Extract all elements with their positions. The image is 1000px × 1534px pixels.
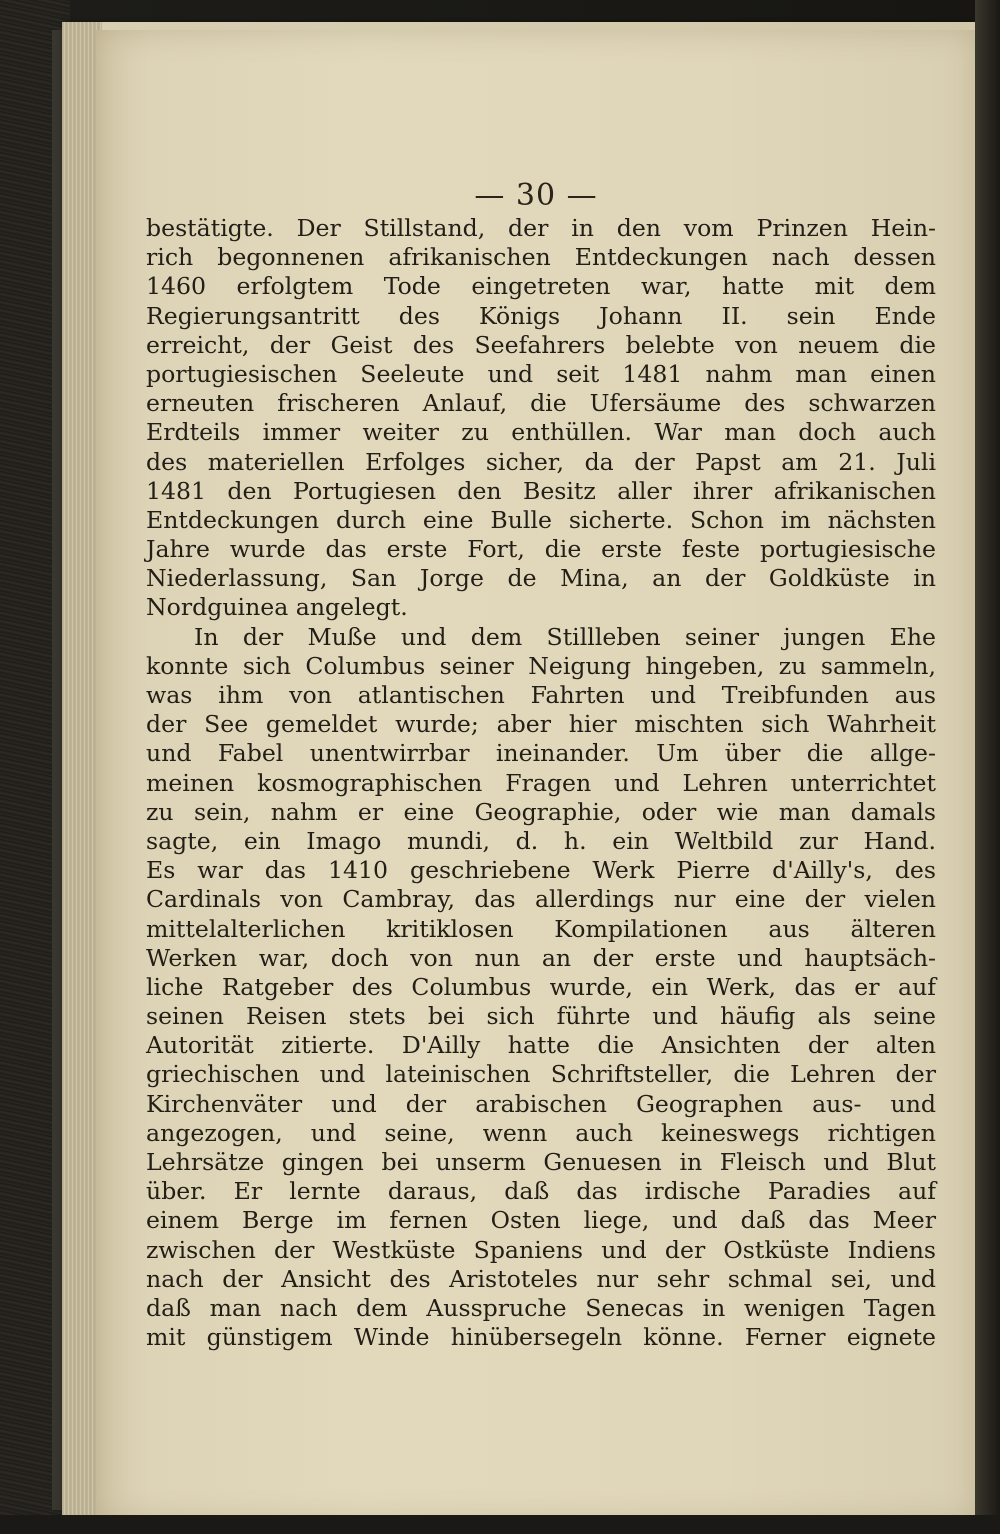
text-line: was ihm von atlantischen Fahrten und Treibfunden aus bbox=[146, 681, 936, 709]
text-line: und Fabel unentwirrbar ineinander. Um über die allge- bbox=[146, 739, 936, 768]
text-line: des materiellen Erfolges sicher, da der Papst am 21. Juli bbox=[146, 447, 936, 476]
text-line: daß man nach dem Ausspruche Senecas in wenigen Tagen bbox=[146, 1293, 936, 1322]
text-line: Kirchenväter und der arabischen Geographen aus- und bbox=[146, 1089, 936, 1118]
text-line: In der Muße und dem Stillleben seiner jungen Ehe bbox=[194, 622, 936, 651]
text-line: portugiesischen Seeleute und seit 1481 nahm man einen bbox=[146, 359, 936, 388]
text-line: griechischen und lateinischen Schriftsteller, die Lehren der bbox=[146, 1060, 936, 1089]
text-line: Regierungsantritt des Königs Johann II. sein Ende bbox=[146, 301, 936, 330]
text-line: Cardinals von Cambray, das allerdings nur eine der vielen bbox=[146, 885, 936, 914]
text-line: liche Ratgeber des Columbus wurde, ein Werk, das er auf bbox=[146, 972, 936, 1001]
text-line: zu sein, nahm er eine Geographie, oder wie man damals bbox=[146, 797, 936, 826]
text-line: meinen kosmographischen Fragen und Lehren unterrichtet bbox=[146, 768, 936, 797]
text-line: mit günstigem Winde hinübersegeln könne. Ferner eignete bbox=[146, 1323, 936, 1352]
text-line: erreicht, der Geist des Seefahrers belebte von neuem die bbox=[146, 330, 936, 359]
text-line: angezogen, und seine, wenn auch keineswegs richtigen bbox=[146, 1118, 936, 1147]
bottom-edge bbox=[0, 1515, 1000, 1534]
text-line: nach der Ansicht des Aristoteles nur sehr schmal sei, und bbox=[146, 1264, 936, 1293]
text-line: 1481 den Portugiesen den Besitz aller ihrer afrikanischen bbox=[146, 476, 936, 505]
text-line: konnte sich Columbus seiner Neigung hingeben, zu sammeln, bbox=[146, 651, 936, 680]
text-line: einem Berge im fernen Osten liege, und daß das Meer bbox=[146, 1206, 936, 1235]
text-line: rich begonnenen afrikanischen Entdeckungen nach dessen bbox=[146, 243, 936, 272]
page-number: — 30 — bbox=[474, 178, 598, 213]
text-line: Es war das 1410 geschriebene Werk Pierre d'Ailly's, des bbox=[146, 856, 936, 885]
text-line: Erdteils immer weiter zu enthüllen. War man doch auch bbox=[146, 418, 936, 447]
text-line: seinen Reisen stets bei sich führte und häufig als seine bbox=[146, 1002, 936, 1031]
text-line: sagte, ein Imago mundi, d. h. ein Weltbild zur Hand. bbox=[146, 826, 936, 855]
text-line: Jahre wurde das erste Fort, die erste feste portugiesische bbox=[146, 535, 936, 564]
text-line: Entdeckungen durch eine Bulle sicherte. Schon im nächsten bbox=[146, 505, 936, 534]
text-line: Lehrsätze gingen bei unserm Genuesen in Fleisch und Blut bbox=[146, 1148, 936, 1176]
text-line: Nordguinea angelegt. bbox=[146, 593, 408, 622]
text-line: 1460 erfolgtem Tode eingetreten war, hatte mit dem bbox=[146, 272, 936, 301]
body-text bbox=[146, 214, 936, 1352]
text-line: der See gemeldet wurde; aber hier mischten sich Wahrheit bbox=[146, 710, 936, 739]
text-line: über. Er lernte daraus, daß das irdische Paradies auf bbox=[146, 1177, 936, 1206]
text-line: mittelalterlichen kritiklosen Kompilationen aus älteren bbox=[146, 914, 936, 943]
text-line: erneuten frischeren Anlauf, die Ufersäume des schwarzen bbox=[146, 389, 936, 418]
text-line: Niederlassung, San Jorge de Mina, an der Goldküste in bbox=[146, 564, 936, 593]
text-line: Werken war, doch von nun an der erste und hauptsäch- bbox=[146, 943, 936, 972]
right-edge bbox=[975, 0, 1000, 1534]
text-line: bestätigte. Der Stillstand, der in den vom Prinzen Hein- bbox=[146, 214, 936, 242]
text-line: zwischen der Westküste Spaniens und der Ostküste Indiens bbox=[146, 1235, 936, 1264]
text-line: Autorität zitierte. D'Ailly hatte die Ansichten der alten bbox=[146, 1031, 936, 1060]
